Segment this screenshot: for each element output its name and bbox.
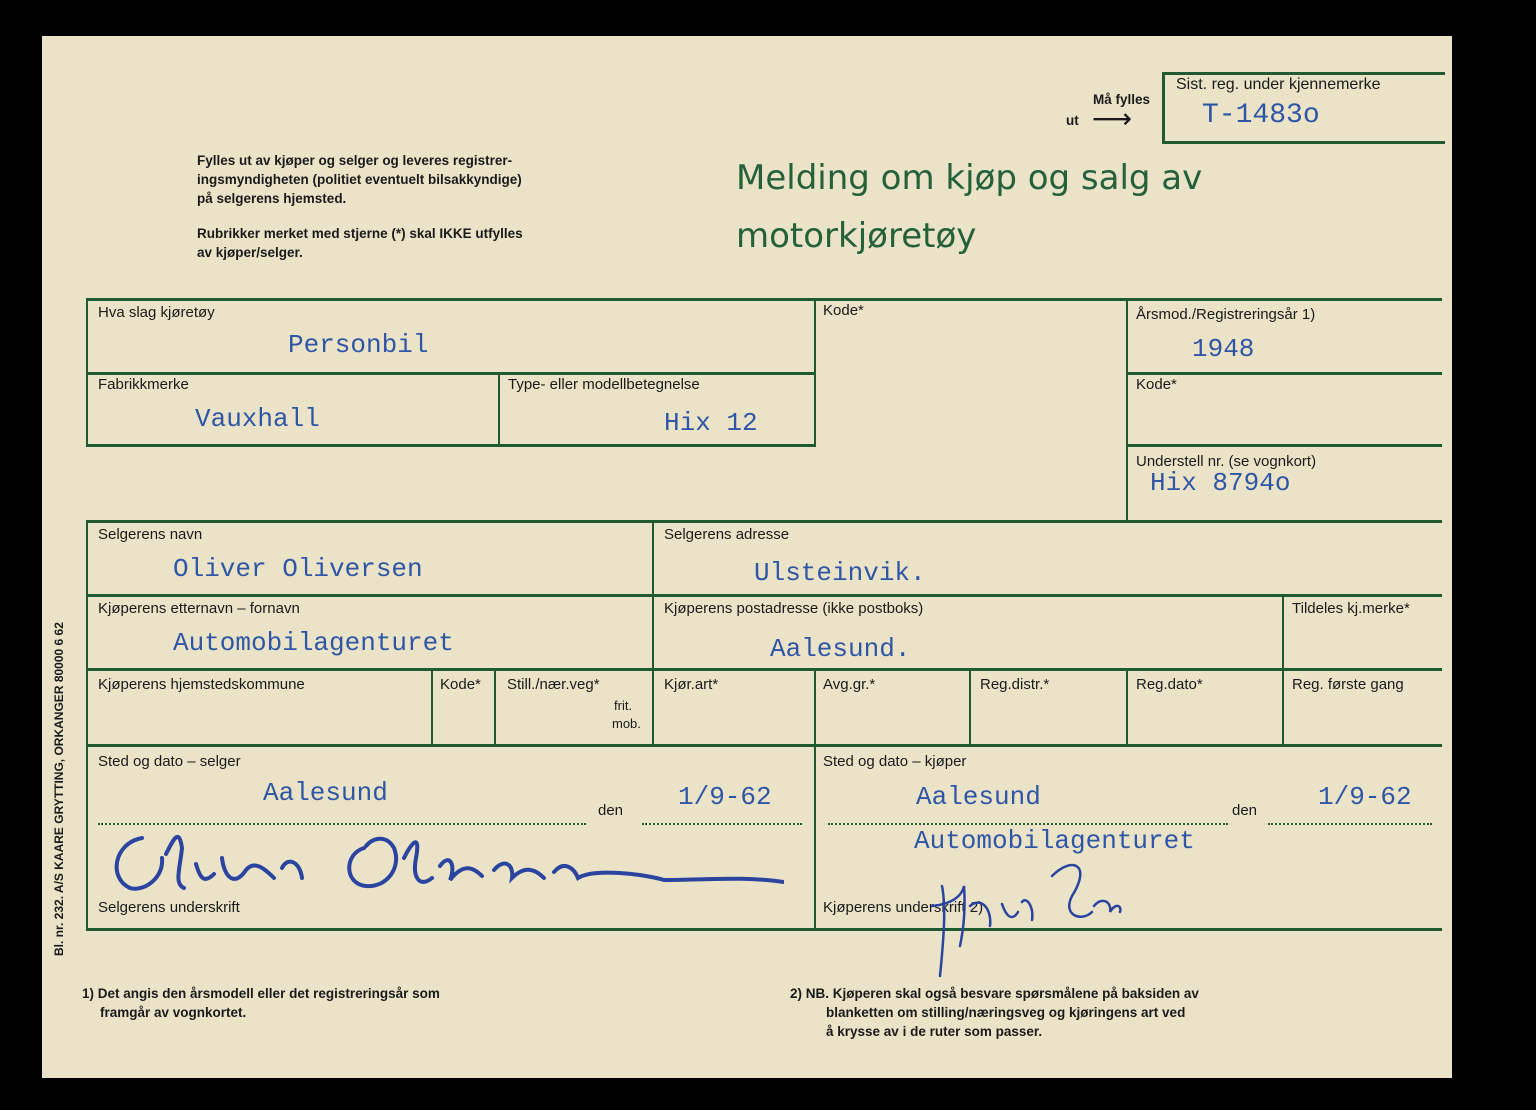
mob-label: mob. bbox=[612, 716, 641, 731]
seller-address-value: Ulsteinvik. bbox=[754, 558, 926, 588]
dotline-buyer-place bbox=[828, 823, 1228, 825]
make-value: Vauxhall bbox=[195, 404, 320, 434]
buyer-signature bbox=[922, 836, 1122, 986]
arrow-icon: ⟶ bbox=[1092, 102, 1133, 135]
rule-parties-1 bbox=[86, 594, 1442, 597]
buyer-place-value: Aalesund bbox=[916, 782, 1041, 812]
footnote-1-line-1: 1) Det angis den årsmodell eller det registreringsår som bbox=[82, 986, 440, 1001]
footnote-2-line-1: 2) NB. Kjøperen skal også besvare spørsmålene på baksiden av bbox=[790, 986, 1199, 1001]
side-print-text: Bl. nr. 232. A/S KAARE GRYTTING, ORKANGER 80000 6 62 bbox=[52, 622, 66, 956]
chassis-value: Hix 8794o bbox=[1150, 468, 1291, 498]
rule-vehicle-top bbox=[86, 298, 1442, 301]
form-title-line-2: motorkjøretøy bbox=[736, 216, 977, 256]
buyer-address-value: Aalesund. bbox=[770, 634, 911, 664]
vehicle-type-value: Personbil bbox=[288, 330, 429, 360]
arsmod-label: Årsmod./Registreringsår 1) bbox=[1136, 306, 1316, 323]
footnote-2-line-3: å krysse av i de ruter som passer. bbox=[826, 1024, 1043, 1039]
buyer-sign-label: Kjøperens underskrift 2) bbox=[823, 899, 984, 916]
frit-label: frit. bbox=[614, 698, 633, 713]
rule-still bbox=[494, 668, 496, 744]
rule-kjorart bbox=[814, 668, 816, 744]
buyer-place-label: Sted og dato – kjøper bbox=[823, 753, 967, 770]
kode-label-2: Kode* bbox=[1136, 376, 1177, 393]
den-label-2: den bbox=[1232, 802, 1258, 819]
sist-reg-value: T-1483o bbox=[1202, 100, 1320, 131]
regdato-label: Reg.dato* bbox=[1136, 676, 1203, 693]
rule-parties-2 bbox=[86, 668, 1442, 671]
seller-sign-label: Selgerens underskrift bbox=[98, 899, 240, 916]
model-value: Hix 12 bbox=[664, 408, 758, 438]
rule-sign-bottom bbox=[86, 928, 1442, 931]
rule-vehicle-left bbox=[86, 298, 88, 447]
seller-date-value: 1/9-62 bbox=[678, 782, 772, 812]
seller-name-label: Selgerens navn bbox=[98, 526, 203, 543]
rule-parties-left bbox=[86, 520, 88, 747]
form-title-line-1: Melding om kjøp og salg av bbox=[736, 158, 1203, 198]
instruction-line-4: Rubrikker merket med stjerne (*) skal IKKE utfylles bbox=[197, 226, 523, 241]
seller-address-label: Selgerens adresse bbox=[664, 526, 790, 543]
buyer-name-value: Automobilagenturet bbox=[173, 628, 454, 658]
kode-label-3: Kode* bbox=[440, 676, 481, 693]
ma-fylles-label: Må fylles bbox=[1093, 92, 1151, 107]
buyer-address-label: Kjøperens postadresse (ikke postboks) bbox=[664, 600, 924, 617]
kode-label-1: Kode* bbox=[823, 302, 864, 319]
sist-reg-label: Sist. reg. under kjennemerke bbox=[1176, 76, 1381, 93]
rule-parties-3 bbox=[86, 744, 1442, 747]
buyer-company-value: Automobilagenturet bbox=[914, 826, 1195, 856]
footnote-1-line-2: framgår av vognkortet. bbox=[100, 1005, 247, 1020]
vehicle-type-label: Hva slag kjøretøy bbox=[98, 304, 215, 321]
rule-avggr bbox=[969, 668, 971, 744]
form-paper bbox=[42, 36, 1452, 1078]
ut-label: ut bbox=[1066, 113, 1079, 128]
rule-vehicle-bottom-right bbox=[1126, 444, 1442, 447]
instruction-line-1: Fylles ut av kjøper og selger og leveres registrer- bbox=[197, 153, 513, 168]
footnote-2-line-2: blanketten om stilling/næringsveg og kjøringens art ved bbox=[826, 1005, 1186, 1020]
rule-vehicle-right bbox=[1126, 298, 1128, 522]
rule-parties-tildeles bbox=[1282, 594, 1284, 744]
make-label: Fabrikkmerke bbox=[98, 376, 189, 393]
rule-vehicle-kode bbox=[814, 298, 816, 447]
seller-name-value: Oliver Oliversen bbox=[173, 554, 423, 584]
rule-vehicle-make bbox=[498, 372, 500, 447]
instruction-line-2: ingsmyndigheten (politiet eventuelt bilsakkyndige) bbox=[197, 172, 522, 187]
buyer-date-value: 1/9-62 bbox=[1318, 782, 1412, 812]
rule-vehicle-mid-left bbox=[86, 372, 814, 375]
buyer-name-label: Kjøperens etternavn – fornavn bbox=[98, 600, 300, 617]
instruction-line-3: på selgerens hjemsted. bbox=[197, 191, 347, 206]
arsmod-value: 1948 bbox=[1192, 334, 1255, 364]
model-label: Type- eller modellbetegnelse bbox=[508, 376, 700, 393]
rule-vehicle-mid-right bbox=[1126, 372, 1442, 375]
den-label-1: den bbox=[598, 802, 624, 819]
seller-place-value: Aalesund bbox=[263, 778, 388, 808]
dotline-buyer-date bbox=[1268, 823, 1432, 825]
seller-signature bbox=[104, 818, 784, 898]
chassis-label: Understell nr. (se vognkort) bbox=[1136, 453, 1317, 470]
rule-sign-left bbox=[86, 744, 88, 930]
still-label: Still./nær.veg* bbox=[507, 676, 600, 693]
rule-sign-mid bbox=[814, 744, 816, 930]
regdistr-label: Reg.distr.* bbox=[980, 676, 1050, 693]
rule-regdistr bbox=[1126, 668, 1128, 744]
rule-parties-mid bbox=[652, 520, 654, 747]
seller-place-label: Sted og dato – selger bbox=[98, 753, 241, 770]
regforste-label: Reg. første gang bbox=[1292, 676, 1404, 693]
instruction-line-5: av kjøper/selger. bbox=[197, 245, 303, 260]
kjorart-label: Kjør.art* bbox=[664, 676, 719, 693]
rule-kode bbox=[431, 668, 433, 744]
avggr-label: Avg.gr.* bbox=[823, 676, 876, 693]
kommune-label: Kjøperens hjemstedskommune bbox=[98, 676, 305, 693]
tildeles-label: Tildeles kj.merke* bbox=[1292, 600, 1410, 617]
rule-parties-top bbox=[86, 520, 1442, 523]
rule-vehicle-bottom-left bbox=[86, 444, 814, 447]
